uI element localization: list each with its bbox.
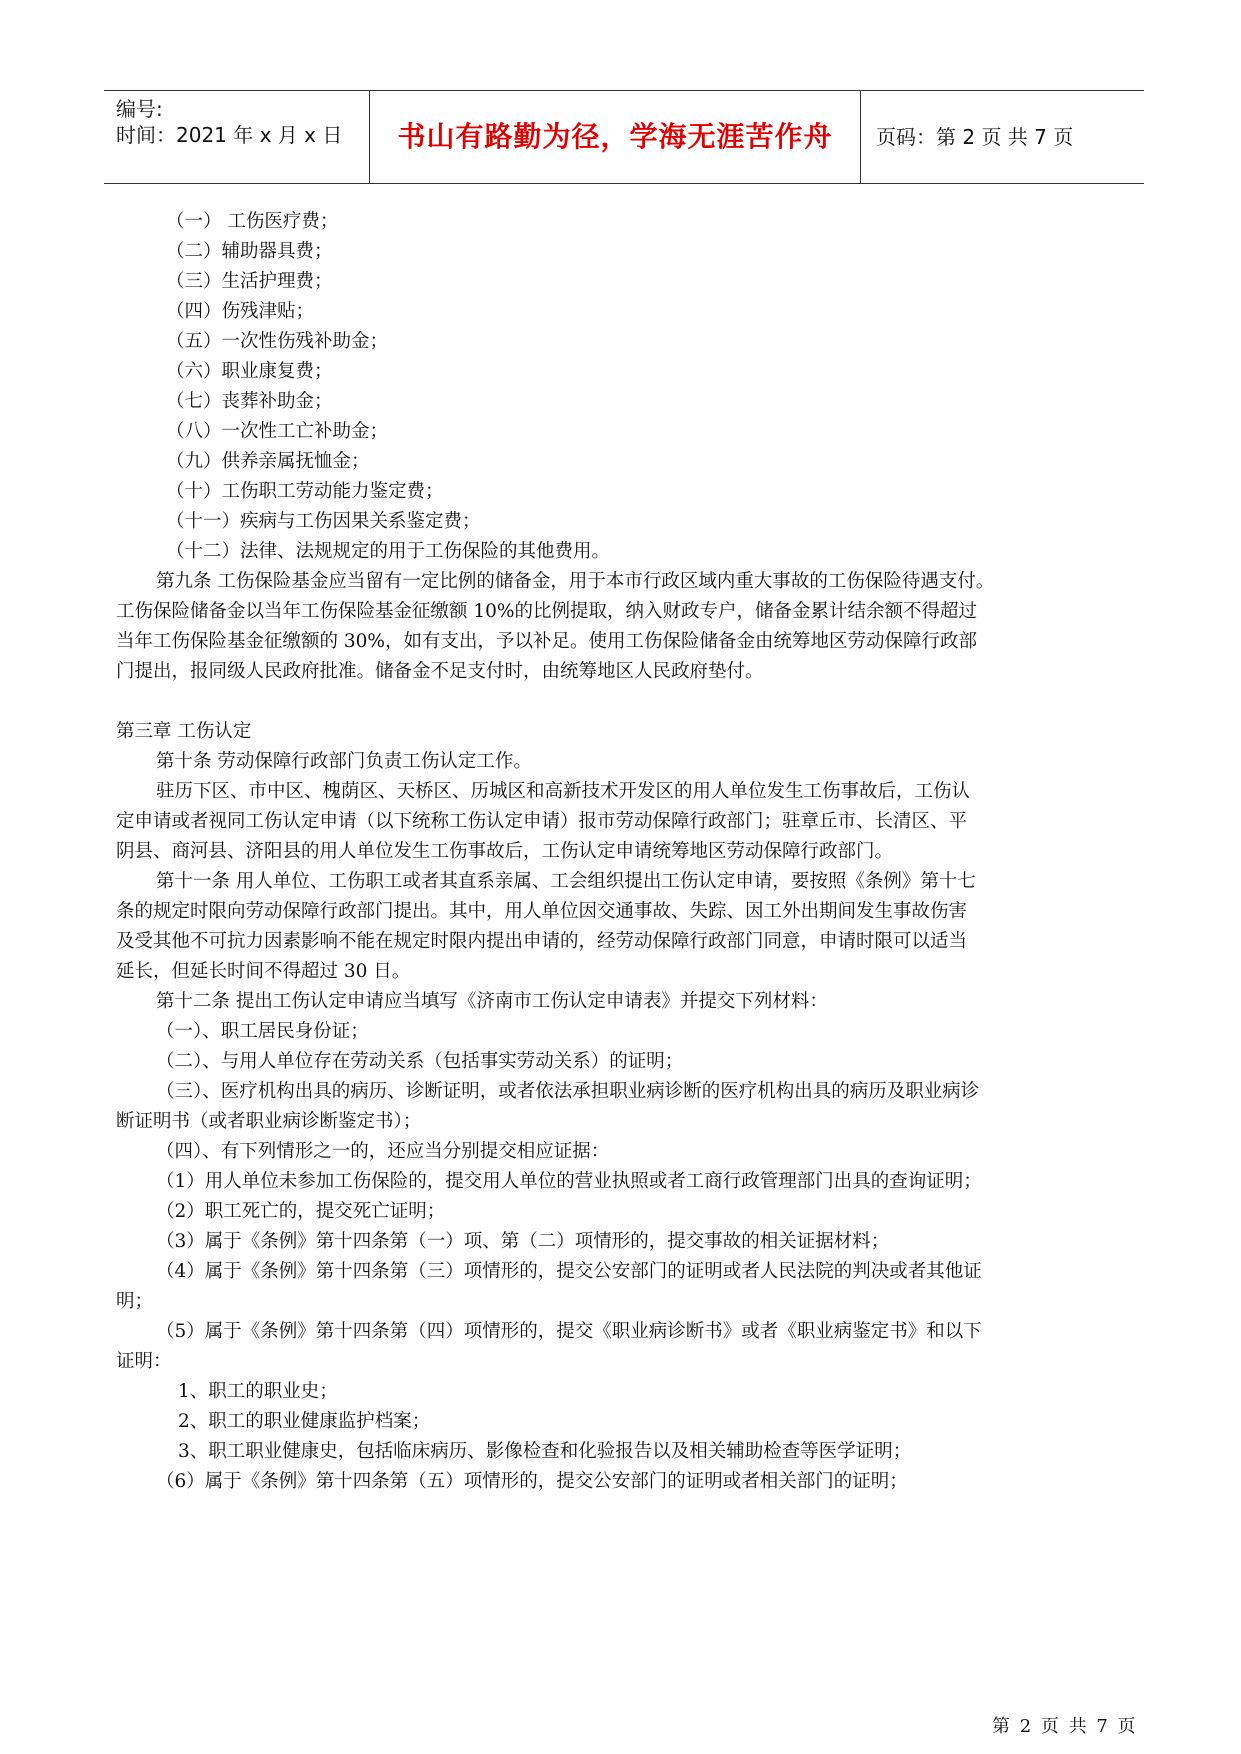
body-line: （1）用人单位未参加工伤保险的，提交用人单位的营业执照或者工商行政管理部门出具的查询证明； (156, 1171, 982, 1192)
body-line: （5）属于《条例》第十四条第（四）项情形的，提交《职业病诊断书》或者《职业病鉴定书》和以下 (156, 1321, 982, 1342)
body-line: （2）职工死亡的，提交死亡证明； (156, 1201, 446, 1222)
body-line: （一）、职工居民身份证； (156, 1021, 369, 1042)
body-line: 驻历下区、市中区、槐荫区、天桥区、历城区和高新技术开发区的用人单位发生工伤事故后，工伤认 (156, 781, 971, 802)
body-line: （4）属于《条例》第十四条第（三）项情形的，提交公安部门的证明或者人民法院的判决或者其他证 (156, 1261, 982, 1282)
body-line: （十一）疾病与工伤因果关系鉴定费； (166, 511, 481, 532)
body-line: （十）工伤职工劳动能力鉴定费； (166, 481, 444, 502)
body-line: （八）一次性工亡补助金； (166, 421, 389, 442)
body-line: 3、职工职业健康史，包括临床病历、影像检查和化验报告以及相关辅助检查等医学证明； (178, 1441, 912, 1462)
body-line: 第九条 工伤保险基金应当留有一定比例的储备金，用于本市行政区域内重大事故的工伤保险待遇支付。 (156, 571, 995, 592)
body-line: （二）、与用人单位存在劳动关系（包括事实劳动关系）的证明； (156, 1051, 684, 1072)
page-footer: 第 2 页 共 7 页 (992, 1716, 1138, 1737)
chapter-heading: 第三章 工伤认定 (116, 721, 252, 742)
body-line: （十二）法律、法规规定的用于工伤保险的其他费用。 (166, 541, 611, 562)
body-line: 阴县、商河县、济阳县的用人单位发生工伤事故后，工伤认定申请统筹地区劳动保障行政部门。 (116, 841, 894, 862)
page-header (104, 90, 1144, 184)
body-line: （九）供养亲属抚恤金； (166, 451, 370, 472)
body-line: （三）生活护理费； (166, 271, 333, 292)
body-line: 断证明书（或者职业病诊断鉴定书）； (116, 1111, 422, 1132)
body-line: 及受其他不可抗力因素影响不能在规定时限内提出申请的，经劳动保障行政部门同意，申请时限可以适当 (116, 931, 968, 952)
body-line: 2、职工的职业健康监护档案； (178, 1411, 431, 1432)
body-line: 1、职工的职业史； (178, 1381, 338, 1402)
body-line: （四）伤残津贴； (166, 301, 315, 322)
header-page-label: 页码：第 2 页 共 7 页 (876, 125, 1074, 149)
body-line: （6）属于《条例》第十四条第（五）项情形的，提交公安部门的证明或者相关部门的证明； (156, 1471, 908, 1492)
body-line: （三）、医疗机构出具的病历、诊断证明，或者依法承担职业病诊断的医疗机构出具的病历及职业病诊 (156, 1081, 980, 1102)
serial-label: 编号: (116, 97, 163, 121)
body-line: 第十条 劳动保障行政部门负责工伤认定工作。 (156, 751, 532, 772)
body-line: 门提出，报同级人民政府批准。储备金不足支付时，由统筹地区人民政府垫付。 (116, 661, 764, 682)
body-line: 条的规定时限向劳动保障行政部门提出。其中，用人单位因交通事故、失踪、因工外出期间发生事故伤害 (116, 901, 968, 922)
body-line: （四）、有下列情形之一的，还应当分别提交相应证据： (156, 1141, 610, 1162)
body-line: 第十二条 提出工伤认定申请应当填写《济南市工伤认定申请表》并提交下列材料： (156, 991, 828, 1012)
body-line: 延长，但延长时间不得超过 30 日。 (116, 961, 411, 982)
body-line: （七）丧葬补助金； (166, 391, 333, 412)
header-left-cell (104, 91, 370, 183)
body-line: （二）辅助器具费； (166, 241, 333, 262)
body-line: （六）职业康复费； (166, 361, 333, 382)
header-motto: 书山有路勤为径，学海无涯苦作舟 (370, 91, 861, 183)
body-line: （一） 工伤医疗费； (166, 211, 339, 232)
body-line: 证明： (116, 1351, 172, 1372)
body-line: 工伤保险储备金以当年工伤保险基金征缴额 10%的比例提取，纳入财政专户，储备金累计结余额不得超过 (116, 601, 978, 622)
body-line: （五）一次性伤残补助金； (166, 331, 389, 352)
body-line: 当年工伤保险基金征缴额的 30%，如有支出，予以补足。使用工伤保险储备金由统筹地区劳动保障行政部 (116, 631, 978, 652)
body-line: 明； (116, 1291, 154, 1312)
body-line: 第十一条 用人单位、工伤职工或者其直系亲属、工会组织提出工伤认定申请，要按照《条例》第十七 (156, 871, 976, 892)
body-line: （3）属于《条例》第十四条第（一）项、第（二）项情形的，提交事故的相关证据材料； (156, 1231, 890, 1252)
time-label: 时间：2021 年 x 月 x 日 (116, 123, 343, 147)
body-line: 定申请或者视同工伤认定申请（以下统称工伤认定申请）报市劳动保障行政部门；驻章丘市、长清区、平 (116, 811, 968, 832)
